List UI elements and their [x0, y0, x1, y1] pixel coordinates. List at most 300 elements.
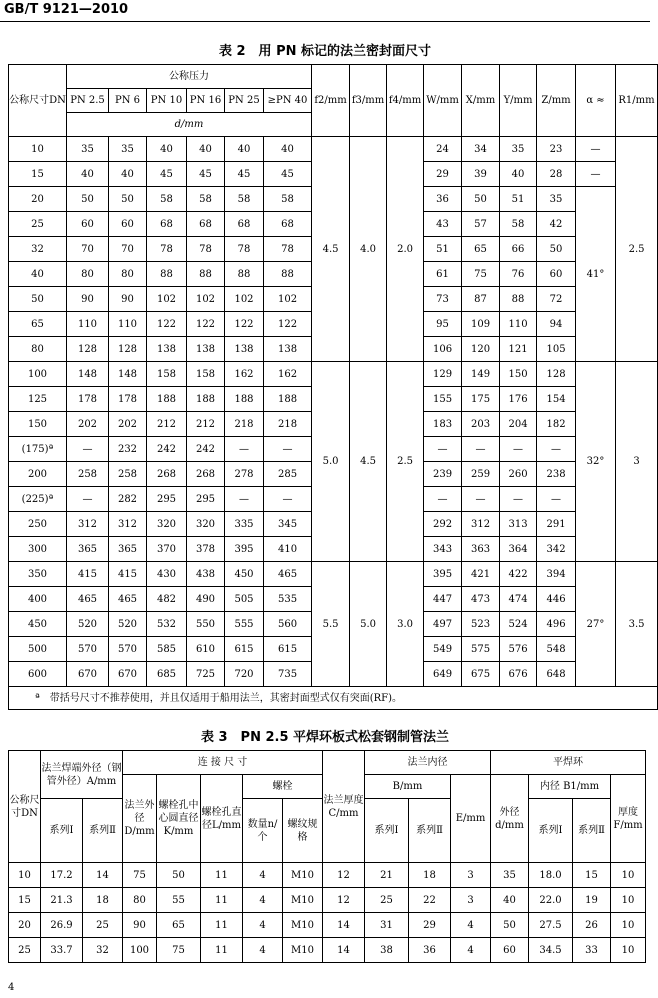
wxyz-cell: 128: [537, 362, 576, 387]
wxyz-cell: —: [462, 487, 500, 512]
d-cell: 162: [264, 362, 312, 387]
wxyz-cell: 446: [537, 587, 576, 612]
table-cell: 90: [123, 913, 157, 938]
table-cell: 35: [491, 863, 529, 888]
table-cell: 4: [243, 913, 283, 938]
t2-header-col: Z/mm: [537, 65, 576, 137]
t3-header-thread: 螺纹规格: [283, 799, 323, 863]
dn-cell: 150: [9, 412, 67, 437]
table-cell: 14: [323, 938, 365, 963]
table2: [8, 64, 658, 710]
alpha-cell: —: [576, 162, 616, 187]
wxyz-cell: 182: [537, 412, 576, 437]
d-cell: 320: [147, 512, 187, 537]
d-cell: 128: [109, 337, 147, 362]
wxyz-cell: 394: [537, 562, 576, 587]
d-cell: 268: [187, 462, 225, 487]
table-cell: 60: [491, 938, 529, 963]
wxyz-cell: 121: [500, 337, 537, 362]
t2-header-col: Y/mm: [500, 65, 537, 137]
d-cell: 40: [67, 162, 109, 187]
d-cell: 555: [225, 612, 264, 637]
d-cell: 80: [109, 262, 147, 287]
table-cell: M10: [283, 888, 323, 913]
dn-cell: 32: [9, 237, 67, 262]
d-cell: 78: [264, 237, 312, 262]
d-cell: 295: [187, 487, 225, 512]
dn-cell: 600: [9, 662, 67, 687]
d-cell: —: [67, 437, 109, 462]
d-cell: 88: [187, 262, 225, 287]
d-cell: 78: [187, 237, 225, 262]
d-cell: 60: [67, 212, 109, 237]
page-number: 4: [8, 982, 15, 993]
wxyz-cell: 51: [500, 187, 537, 212]
d-cell: 122: [187, 312, 225, 337]
d-cell: 102: [187, 287, 225, 312]
d-cell: 58: [187, 187, 225, 212]
f3-cell: 5.0: [350, 562, 387, 687]
d-cell: 110: [67, 312, 109, 337]
f4-cell: 2.0: [387, 137, 424, 362]
wxyz-cell: 421: [462, 562, 500, 587]
table-cell: 11: [201, 913, 243, 938]
wxyz-cell: 106: [424, 337, 462, 362]
wxyz-cell: 94: [537, 312, 576, 337]
d-cell: 720: [225, 662, 264, 687]
table-row: [9, 863, 646, 888]
d-cell: 258: [67, 462, 109, 487]
table-cell: 4: [243, 888, 283, 913]
wxyz-cell: 57: [462, 212, 500, 237]
dn-cell: 10: [9, 137, 67, 162]
dn-cell: 400: [9, 587, 67, 612]
table-cell: 3: [451, 888, 491, 913]
table-cell: 50: [157, 863, 201, 888]
wxyz-cell: 23: [537, 137, 576, 162]
wxyz-cell: 110: [500, 312, 537, 337]
d-cell: 80: [67, 262, 109, 287]
d-cell: 202: [109, 412, 147, 437]
t3-header-b1: 内径 B1/mm: [529, 775, 611, 799]
d-cell: 615: [225, 637, 264, 662]
t2-d-unit: d/mm: [67, 113, 312, 137]
t2-header-col: α ≈: [576, 65, 616, 137]
dn-cell: 100: [9, 362, 67, 387]
d-cell: 535: [264, 587, 312, 612]
wxyz-cell: 176: [500, 387, 537, 412]
f2-cell: 4.5: [312, 137, 350, 362]
d-cell: 188: [187, 387, 225, 412]
d-cell: 102: [264, 287, 312, 312]
t3-header-ring: 平焊环: [491, 751, 646, 775]
d-cell: 45: [264, 162, 312, 187]
d-cell: 68: [187, 212, 225, 237]
wxyz-cell: 312: [462, 512, 500, 537]
t2-pressure: PN 2.5: [67, 89, 109, 113]
table-cell: 21.3: [41, 888, 83, 913]
wxyz-cell: 61: [424, 262, 462, 287]
wxyz-cell: 203: [462, 412, 500, 437]
table-cell: 80: [123, 888, 157, 913]
d-cell: 188: [225, 387, 264, 412]
d-cell: 60: [109, 212, 147, 237]
table2-title: 表 2 用 PN 标记的法兰密封面尺寸: [218, 44, 432, 59]
table-cell: M10: [283, 913, 323, 938]
d-cell: 138: [147, 337, 187, 362]
d-cell: 122: [147, 312, 187, 337]
wxyz-cell: 50: [462, 187, 500, 212]
table-cell: M10: [283, 863, 323, 888]
d-cell: 50: [109, 187, 147, 212]
t2-pressure: PN 25: [225, 89, 264, 113]
d-cell: 78: [147, 237, 187, 262]
table-cell: 25: [83, 913, 123, 938]
f3-cell: 4.5: [350, 362, 387, 562]
d-cell: 505: [225, 587, 264, 612]
d-cell: 58: [264, 187, 312, 212]
wxyz-cell: 313: [500, 512, 537, 537]
wxyz-cell: 395: [424, 562, 462, 587]
t3-header-dn: 公称尺寸DN: [9, 751, 41, 863]
wxyz-cell: 676: [500, 662, 537, 687]
d-cell: 282: [109, 487, 147, 512]
d-cell: 45: [147, 162, 187, 187]
table-cell: 17.2: [41, 863, 83, 888]
d-cell: —: [67, 487, 109, 512]
t3-header-c: 法兰厚度C/mm: [323, 751, 365, 863]
r1-cell: 3.5: [616, 562, 658, 687]
wxyz-cell: 292: [424, 512, 462, 537]
wxyz-cell: 675: [462, 662, 500, 687]
d-cell: 415: [109, 562, 147, 587]
wxyz-cell: 549: [424, 637, 462, 662]
d-cell: 438: [187, 562, 225, 587]
wxyz-cell: 58: [500, 212, 537, 237]
d-cell: 415: [67, 562, 109, 587]
table-row: [9, 137, 658, 162]
t2-pressure: PN 16: [187, 89, 225, 113]
dn-cell: 125: [9, 387, 67, 412]
t3-header-d: 法兰外径D/mm: [123, 775, 157, 863]
t3-series-2: 系列Ⅱ: [573, 799, 611, 863]
alpha-cell: 27°: [576, 562, 616, 687]
table-cell: 75: [157, 938, 201, 963]
wxyz-cell: 422: [500, 562, 537, 587]
wxyz-cell: 75: [462, 262, 500, 287]
wxyz-cell: 496: [537, 612, 576, 637]
table-cell: 18.0: [529, 863, 573, 888]
table-cell: 10: [611, 913, 646, 938]
wxyz-cell: 65: [462, 237, 500, 262]
wxyz-cell: 239: [424, 462, 462, 487]
table-cell: 10: [611, 863, 646, 888]
wxyz-cell: 473: [462, 587, 500, 612]
t3-header-f: 厚度F/mm: [611, 775, 646, 863]
table-cell: 40: [491, 888, 529, 913]
d-cell: 90: [109, 287, 147, 312]
d-cell: 138: [187, 337, 225, 362]
d-cell: 68: [264, 212, 312, 237]
wxyz-cell: 120: [462, 337, 500, 362]
t2-pressure: ≥PN 40: [264, 89, 312, 113]
d-cell: 532: [147, 612, 187, 637]
wxyz-cell: 50: [537, 237, 576, 262]
table-cell: 12: [323, 863, 365, 888]
d-cell: —: [225, 437, 264, 462]
table-cell: 15: [9, 888, 41, 913]
d-cell: 88: [147, 262, 187, 287]
table-cell: 33: [573, 938, 611, 963]
wxyz-cell: —: [537, 487, 576, 512]
wxyz-cell: 105: [537, 337, 576, 362]
table-cell: 3: [451, 863, 491, 888]
wxyz-cell: 649: [424, 662, 462, 687]
d-cell: 158: [187, 362, 225, 387]
d-cell: 482: [147, 587, 187, 612]
dn-cell: 300: [9, 537, 67, 562]
d-cell: 148: [67, 362, 109, 387]
dn-cell: 500: [9, 637, 67, 662]
dn-cell: 450: [9, 612, 67, 637]
t2-header-col: R1/mm: [616, 65, 658, 137]
d-cell: 88: [225, 262, 264, 287]
d-cell: 725: [187, 662, 225, 687]
d-cell: 570: [67, 637, 109, 662]
d-cell: 465: [264, 562, 312, 587]
table-cell: 32: [83, 938, 123, 963]
wxyz-cell: 343: [424, 537, 462, 562]
wxyz-cell: 260: [500, 462, 537, 487]
table-row: [9, 913, 646, 938]
table-cell: 27.5: [529, 913, 573, 938]
table-row: [9, 938, 646, 963]
table-cell: 4: [451, 938, 491, 963]
d-cell: 40: [264, 137, 312, 162]
alpha-cell: 32°: [576, 362, 616, 562]
f3-cell: 4.0: [350, 137, 387, 362]
table-row: [9, 362, 658, 387]
f4-cell: 2.5: [387, 362, 424, 562]
d-cell: 40: [147, 137, 187, 162]
wxyz-cell: 35: [537, 187, 576, 212]
t3-series-2: 系列Ⅱ: [83, 799, 123, 863]
table-cell: 26.9: [41, 913, 83, 938]
d-cell: 68: [147, 212, 187, 237]
d-cell: 162: [225, 362, 264, 387]
wxyz-cell: 342: [537, 537, 576, 562]
d-cell: 70: [109, 237, 147, 262]
table-cell: 26: [573, 913, 611, 938]
table-cell: 10: [9, 863, 41, 888]
wxyz-cell: 28: [537, 162, 576, 187]
wxyz-cell: 183: [424, 412, 462, 437]
wxyz-cell: 109: [462, 312, 500, 337]
d-cell: 45: [225, 162, 264, 187]
d-cell: 295: [147, 487, 187, 512]
d-cell: 365: [109, 537, 147, 562]
d-cell: 90: [67, 287, 109, 312]
wxyz-cell: 36: [424, 187, 462, 212]
dn-cell: 350: [9, 562, 67, 587]
table-cell: 55: [157, 888, 201, 913]
d-cell: 410: [264, 537, 312, 562]
d-cell: 735: [264, 662, 312, 687]
d-cell: 218: [225, 412, 264, 437]
wxyz-cell: 149: [462, 362, 500, 387]
d-cell: 88: [264, 262, 312, 287]
t3-header-weld: 法兰焊端外径（钢管外径）A/mm: [41, 751, 123, 799]
wxyz-cell: 72: [537, 287, 576, 312]
d-cell: 40: [109, 162, 147, 187]
t2-header-col: W/mm: [424, 65, 462, 137]
table-cell: 25: [365, 888, 409, 913]
table-cell: 65: [157, 913, 201, 938]
table-cell: 10: [611, 938, 646, 963]
d-cell: 212: [187, 412, 225, 437]
table-cell: 22: [409, 888, 451, 913]
d-cell: 258: [109, 462, 147, 487]
table-cell: 14: [323, 913, 365, 938]
wxyz-cell: 363: [462, 537, 500, 562]
d-cell: 202: [67, 412, 109, 437]
table-cell: 34.5: [529, 938, 573, 963]
t2-header-col: f4/mm: [387, 65, 424, 137]
dn-cell: 250: [9, 512, 67, 537]
table3: [8, 750, 646, 963]
table-cell: 19: [573, 888, 611, 913]
d-cell: —: [225, 487, 264, 512]
d-cell: 178: [109, 387, 147, 412]
table3-title: 表 3 PN 2.5 平焊环板式松套钢制管法兰: [200, 730, 450, 745]
wxyz-cell: —: [500, 437, 537, 462]
d-cell: 178: [67, 387, 109, 412]
d-cell: 585: [147, 637, 187, 662]
d-cell: 40: [225, 137, 264, 162]
t3-series-1: 系列Ⅰ: [41, 799, 83, 863]
f2-cell: 5.5: [312, 562, 350, 687]
wxyz-cell: —: [424, 487, 462, 512]
d-cell: —: [264, 487, 312, 512]
table-cell: 4: [451, 913, 491, 938]
t3-header-k: 螺栓孔中心圆直径K/mm: [157, 775, 201, 863]
d-cell: 35: [67, 137, 109, 162]
d-cell: 138: [264, 337, 312, 362]
t3-header-n: 数量n/个: [243, 799, 283, 863]
d-cell: 138: [225, 337, 264, 362]
alpha-cell: 41°: [576, 187, 616, 362]
d-cell: 450: [225, 562, 264, 587]
table-cell: 11: [201, 888, 243, 913]
wxyz-cell: 29: [424, 162, 462, 187]
t3-series-1: 系列Ⅰ: [529, 799, 573, 863]
d-cell: 45: [187, 162, 225, 187]
dn-cell: 15: [9, 162, 67, 187]
d-cell: 465: [109, 587, 147, 612]
table-cell: 14: [83, 863, 123, 888]
d-cell: 615: [264, 637, 312, 662]
t3-header-e: E/mm: [451, 775, 491, 863]
wxyz-cell: 73: [424, 287, 462, 312]
wxyz-cell: 524: [500, 612, 537, 637]
wxyz-cell: 575: [462, 637, 500, 662]
d-cell: 188: [264, 387, 312, 412]
wxyz-cell: 155: [424, 387, 462, 412]
wxyz-cell: 39: [462, 162, 500, 187]
f2-cell: 5.0: [312, 362, 350, 562]
table-cell: 38: [365, 938, 409, 963]
dn-cell: 50: [9, 287, 67, 312]
table-cell: 18: [409, 863, 451, 888]
wxyz-cell: 154: [537, 387, 576, 412]
table-cell: 25: [9, 938, 41, 963]
d-cell: 242: [147, 437, 187, 462]
wxyz-cell: 66: [500, 237, 537, 262]
wxyz-cell: 40: [500, 162, 537, 187]
wxyz-cell: 291: [537, 512, 576, 537]
d-cell: 148: [109, 362, 147, 387]
d-cell: 102: [225, 287, 264, 312]
table-cell: 15: [573, 863, 611, 888]
d-cell: 550: [187, 612, 225, 637]
table-cell: 20: [9, 913, 41, 938]
dn-cell: 25: [9, 212, 67, 237]
d-cell: 188: [147, 387, 187, 412]
table-note: ª 带括号尺寸不推荐使用，并且仅适用于船用法兰，其密封面型式仅有突面(RF)。: [9, 687, 658, 710]
table-cell: 100: [123, 938, 157, 963]
wxyz-cell: —: [537, 437, 576, 462]
t2-header-col: f3/mm: [350, 65, 387, 137]
wxyz-cell: 474: [500, 587, 537, 612]
d-cell: 35: [109, 137, 147, 162]
table-cell: 21: [365, 863, 409, 888]
table-cell: 22.0: [529, 888, 573, 913]
table-cell: 11: [201, 863, 243, 888]
table-row: [9, 562, 658, 587]
wxyz-cell: 43: [424, 212, 462, 237]
wxyz-cell: —: [424, 437, 462, 462]
d-cell: 335: [225, 512, 264, 537]
t3-header-b: B/mm: [365, 775, 451, 799]
wxyz-cell: 129: [424, 362, 462, 387]
wxyz-cell: 204: [500, 412, 537, 437]
d-cell: 465: [67, 587, 109, 612]
d-cell: 242: [187, 437, 225, 462]
t3-header-bolt: 螺栓: [243, 775, 323, 799]
t3-series-2: 系列Ⅱ: [409, 799, 451, 863]
t2-header-col: X/mm: [462, 65, 500, 137]
t3-header-l: 螺栓孔直径L/mm: [201, 775, 243, 863]
d-cell: 70: [67, 237, 109, 262]
table-cell: 31: [365, 913, 409, 938]
table-cell: 4: [243, 863, 283, 888]
d-cell: 520: [67, 612, 109, 637]
wxyz-cell: 497: [424, 612, 462, 637]
table-cell: 75: [123, 863, 157, 888]
table-cell: M10: [283, 938, 323, 963]
table-cell: 18: [83, 888, 123, 913]
wxyz-cell: 87: [462, 287, 500, 312]
dn-cell: 20: [9, 187, 67, 212]
d-cell: 58: [147, 187, 187, 212]
d-cell: 560: [264, 612, 312, 637]
wxyz-cell: 76: [500, 262, 537, 287]
wxyz-cell: 523: [462, 612, 500, 637]
wxyz-cell: 576: [500, 637, 537, 662]
d-cell: 232: [109, 437, 147, 462]
wxyz-cell: 35: [500, 137, 537, 162]
d-cell: 50: [67, 187, 109, 212]
